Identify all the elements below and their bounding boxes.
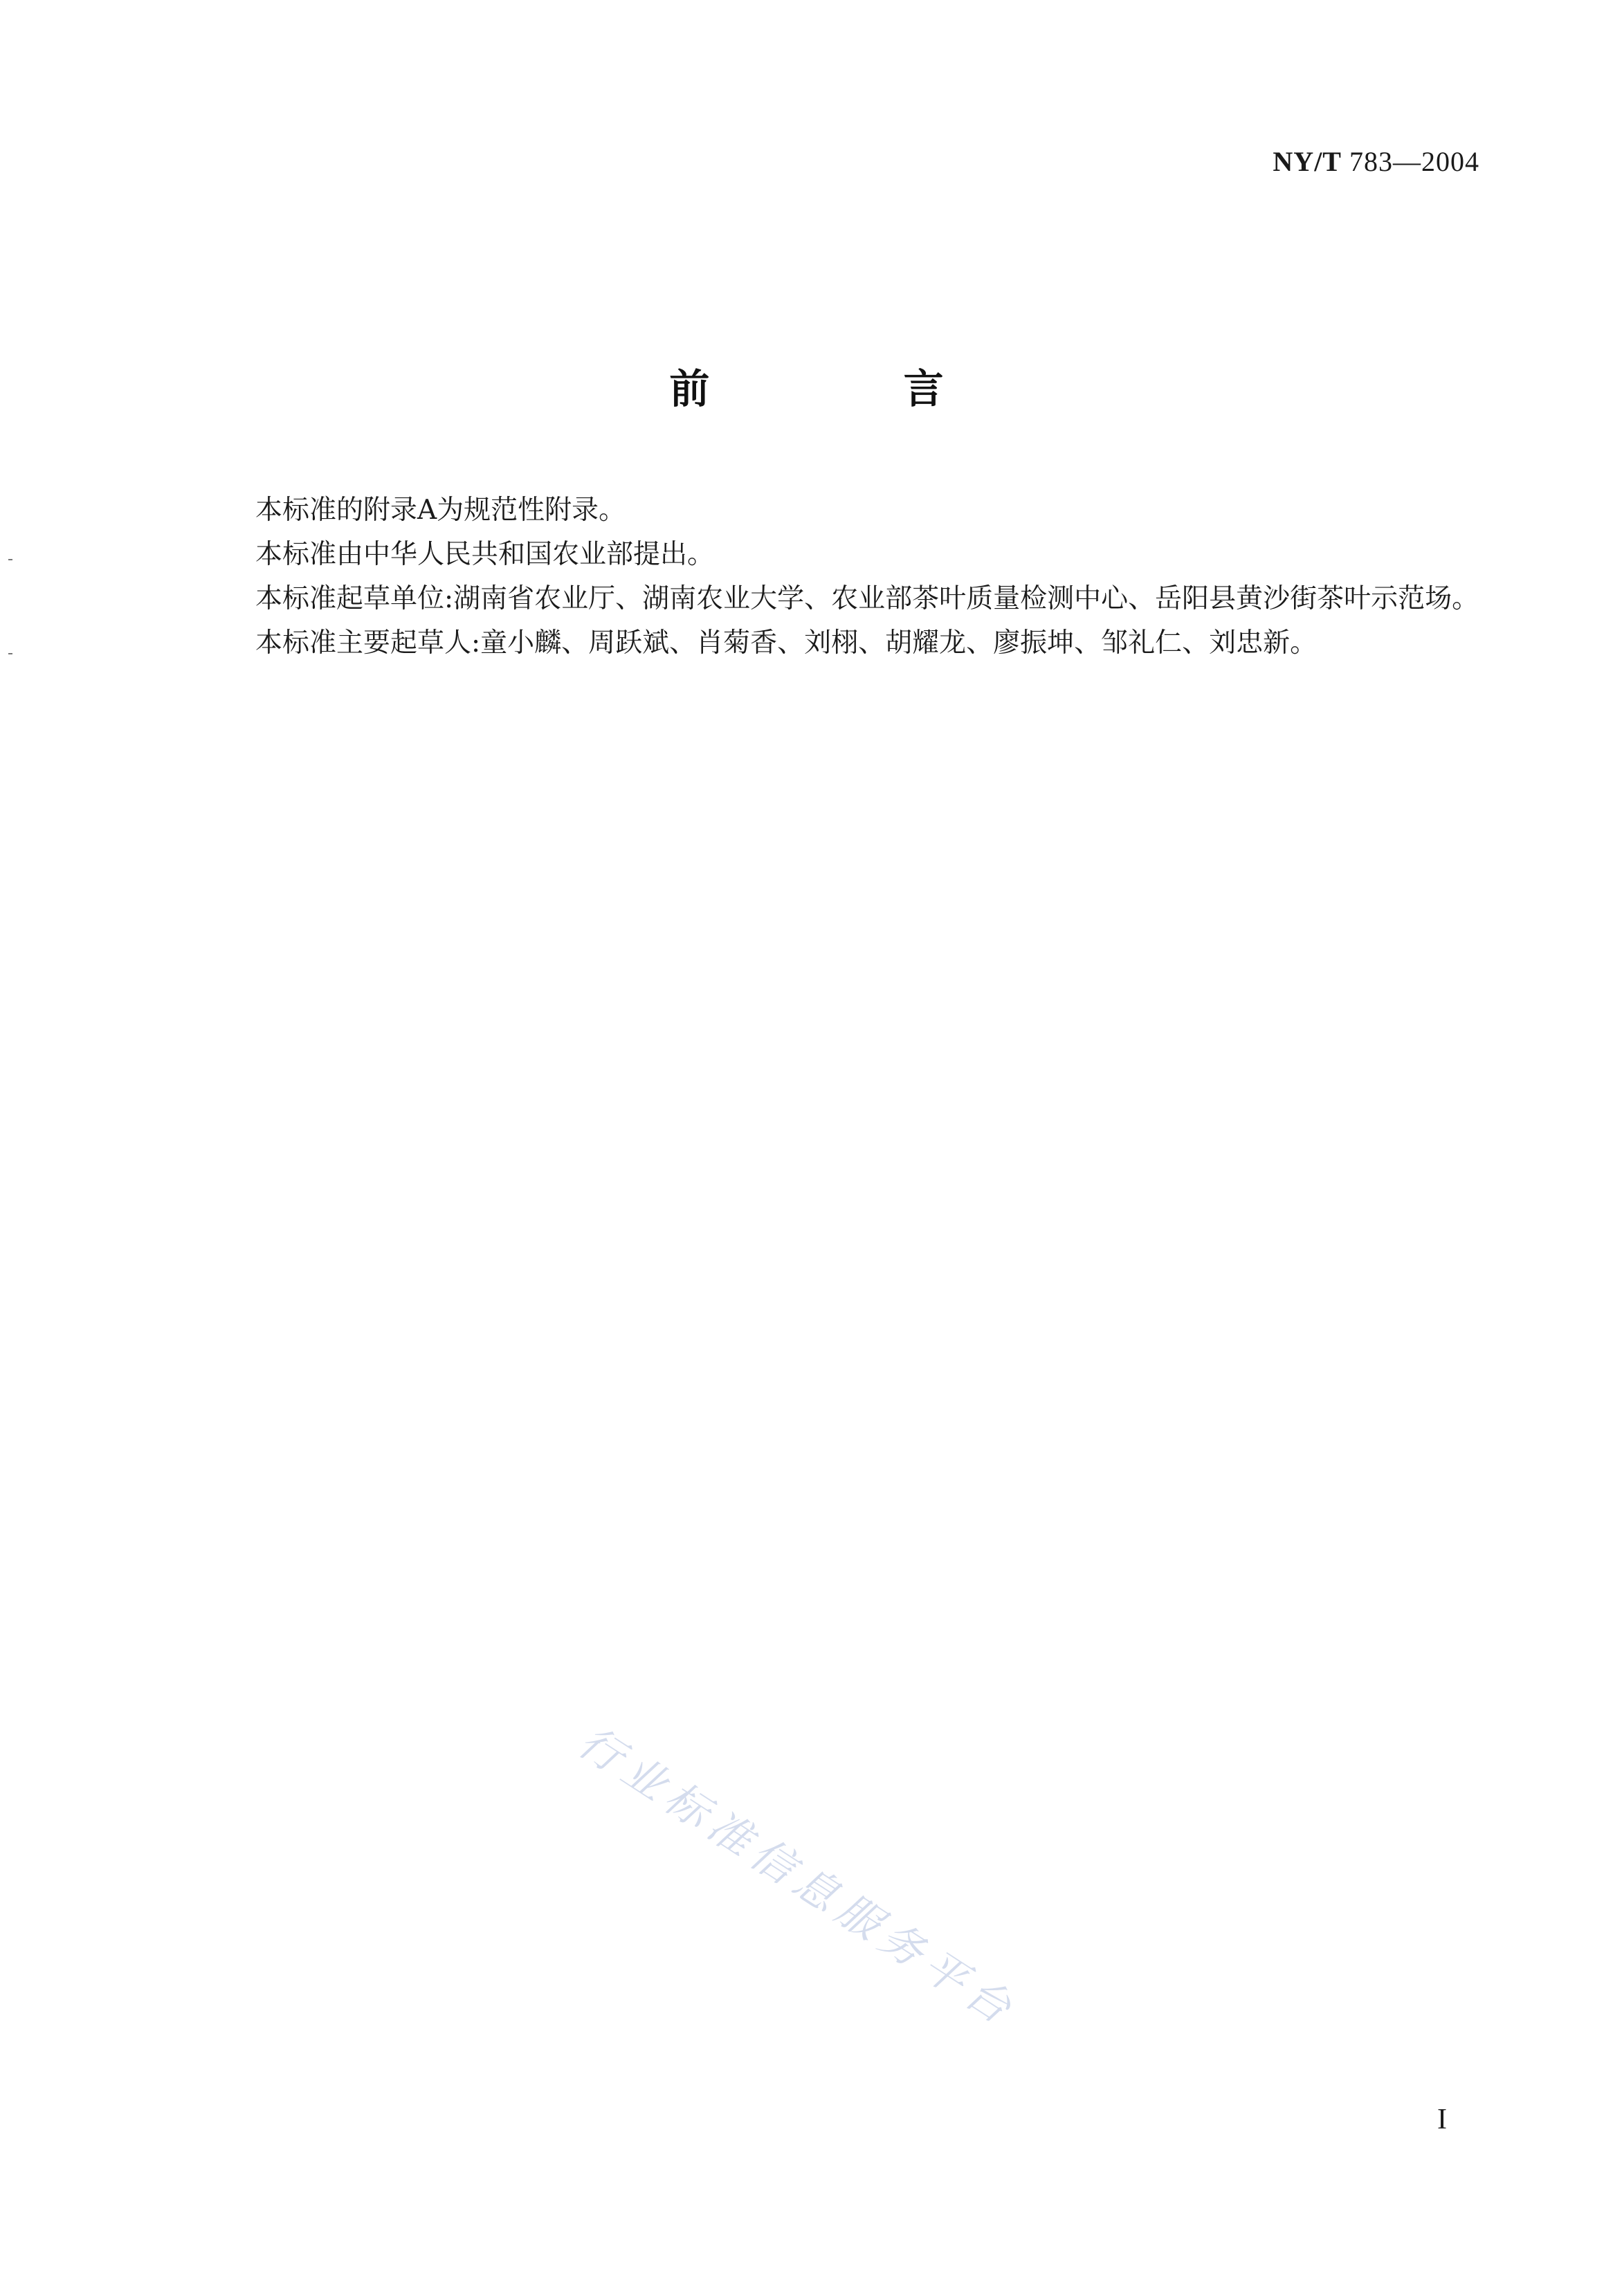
page-number: I	[1437, 2104, 1447, 2136]
page-title: 前 言	[669, 365, 1034, 412]
paragraph-drafters: 本标准主要起草人:童小麟、周跃斌、肖菊香、刘栩、胡耀龙、廖振坤、邹礼仁、刘忠新。	[255, 627, 1318, 659]
paragraph-proposer: 本标准由中华人民共和国农业部提出。	[255, 539, 715, 570]
standard-code-number: 783—2004	[1349, 146, 1479, 177]
paragraph-drafting-units: 本标准起草单位:湖南省农业厅、湖南农业大学、农业部茶叶质量检测中心、岳阳县黄沙街茶叶示范场。	[255, 583, 1479, 614]
margin-mark	[8, 559, 12, 560]
watermark: 行业标准信息服务平台	[569, 1716, 1027, 2038]
paragraph-annex: 本标准的附录A为规范性附录。	[255, 495, 626, 526]
standard-code	[1273, 145, 1479, 178]
standard-code-prefix: NY/T	[1273, 146, 1342, 177]
foreword-body	[197, 488, 1481, 665]
margin-mark	[8, 653, 12, 654]
